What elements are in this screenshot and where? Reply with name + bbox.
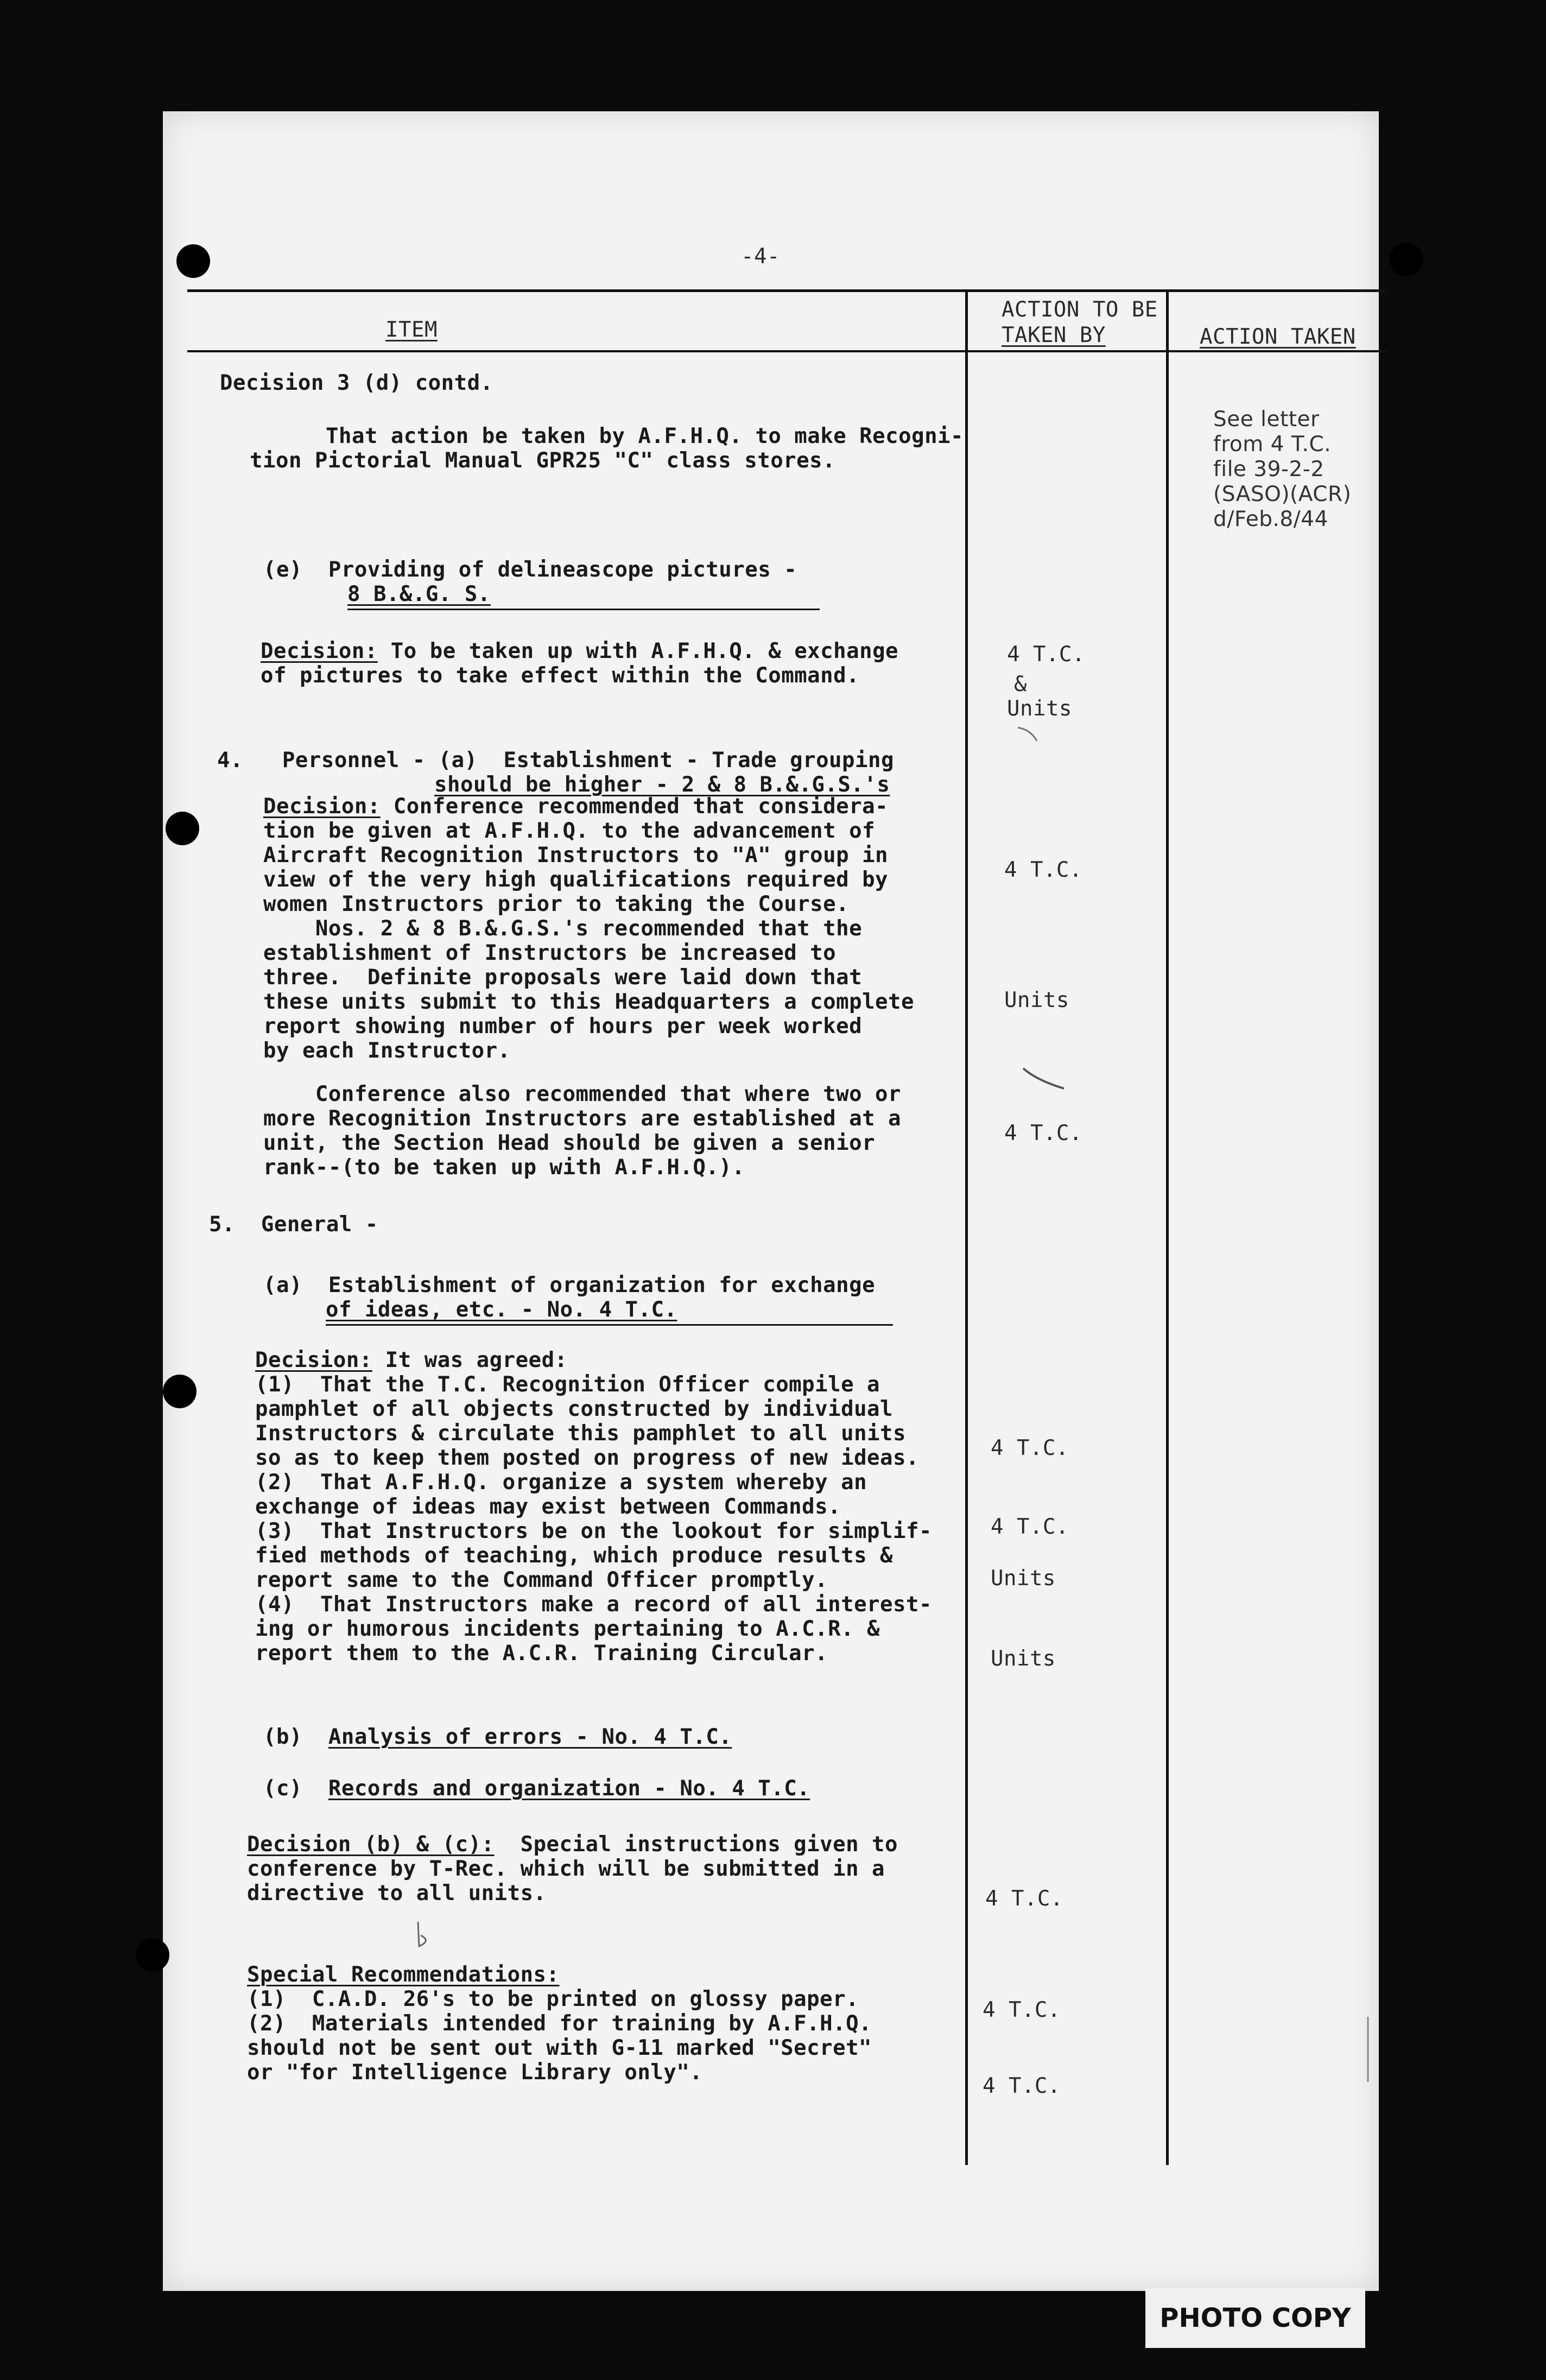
item-5-decision-intro: It was agreed: [372, 1348, 568, 1372]
item-5a-line-1: (a) Establishment of organization for exchange [263, 1273, 876, 1297]
item-4-line-1: 4. Personnel - (a) Establishment - Trade grouping [217, 748, 894, 773]
item-5-line: pamphlet of all objects constructed by individual [255, 1397, 894, 1421]
item-4-line: tion be given at A.F.H.Q. to the advancement of [263, 819, 876, 843]
action-taken-note-5: d/Feb.8/44 [1213, 507, 1328, 531]
photocopy-stamp: PHOTO COPY [1145, 2288, 1365, 2348]
special-line-4: or "for Intelligence Library only". [247, 2060, 703, 2085]
item-5-decision-label: Decision: [255, 1348, 372, 1372]
item-5b-text: Analysis of errors - No. 4 T.C. [328, 1725, 732, 1749]
punch-hole-2 [163, 1375, 197, 1408]
item-4-line: Conference also recommended that where two or [263, 1082, 902, 1106]
item-4-line: unit, the Section Head should be given a senior [263, 1131, 876, 1155]
punch-hole-1 [166, 812, 199, 845]
item-4-line: by each Instructor. [263, 1039, 511, 1063]
item-e-line-1: (e) Providing of delineascope pictures - [263, 558, 797, 582]
item-5bc-line-3: directive to all units. [247, 1881, 547, 1906]
item-e-underline [347, 609, 820, 610]
item-5-action-2: 4 T.C. [991, 1515, 1069, 1539]
item-5-action-1: 4 T.C. [991, 1436, 1069, 1460]
item-5-line: Instructors & circulate this pamphlet to all units [255, 1421, 906, 1446]
item-5-heading: 5. General - [209, 1212, 378, 1237]
item-e-decision-2: of pictures to take effect within the Command. [261, 663, 860, 688]
item-4-line: rank--(to be taken up with A.F.H.Q.). [263, 1155, 745, 1180]
special-line-2: (2) Materials intended for training by A.F.H.Q. [247, 2011, 872, 2036]
item-4-line: Conference recommended that considera- [380, 794, 889, 819]
item-5-line: so as to keep them posted on progress of new ideas. [255, 1446, 919, 1470]
item-4-decision-label [263, 794, 888, 819]
item-5c-prefix: (c) [263, 1776, 328, 1801]
item-4-line: more Recognition Instructors are established at a [263, 1106, 902, 1131]
item-4-action-1: 4 T.C. [1004, 858, 1082, 882]
item-4-line: view of the very high qualifications required by [263, 868, 889, 892]
item-5-action-3: Units [991, 1566, 1056, 1591]
action-taken-note-1: See letter [1213, 407, 1320, 432]
item-5c [263, 1776, 810, 1801]
item-4-line: women Instructors prior to taking the Course. [263, 892, 850, 916]
header-action-to-be: ACTION TO BE [1002, 298, 1158, 322]
item-4-action-2: Units [1004, 988, 1069, 1012]
item-e-action-2: & [1014, 672, 1027, 697]
item-e-decision-label: Decision: [261, 639, 378, 663]
pencil-mark [413, 1919, 440, 1952]
action-taken-note-3: file 39-2-2 [1213, 457, 1325, 482]
header-top-rule [187, 289, 1387, 292]
special-action-1: 4 T.C. [983, 1998, 1061, 2022]
item-e-line-2: 8 B.&.G. S. [347, 582, 491, 606]
item-5bc-decision [247, 1832, 898, 1857]
special-line-3: should not be sent out with G-11 marked "Secret" [247, 2036, 872, 2060]
item-4-line: these units submit to this Headquarters a complete [263, 990, 914, 1014]
item-5-action-4: Units [991, 1647, 1056, 1671]
item-e-action-3: Units [1007, 697, 1072, 721]
item-5-line: ing or humorous incidents pertaining to A.C.R. & [255, 1617, 880, 1641]
item-5bc-line-2: conference by T-Rec. which will be submitted in a [247, 1857, 885, 1881]
item-4-action-3: 4 T.C. [1004, 1121, 1082, 1145]
item-5-line: (2) That A.F.H.Q. organize a system whereby an [255, 1470, 867, 1495]
special-action-2: 4 T.C. [983, 2074, 1061, 2098]
item-5-line: fied methods of teaching, which produce results & [255, 1543, 894, 1568]
item-4-line: report showing number of hours per week worked [263, 1014, 863, 1039]
header-action-taken: ACTION TAKEN [1200, 325, 1356, 349]
item-5-line: report same to the Command Officer promptly. [255, 1568, 828, 1592]
punch-hole-top-right [1390, 243, 1423, 276]
decision-3d-body-2: tion Pictorial Manual GPR25 "C" class stores. [250, 448, 836, 473]
item-5-decision [255, 1348, 568, 1372]
item-5b [263, 1725, 732, 1749]
item-5bc-action: 4 T.C. [985, 1887, 1063, 1911]
item-5bc-label: Decision (b) & (c): [247, 1832, 495, 1857]
item-5a-line-2: of ideas, etc. - No. 4 T.C. [326, 1297, 677, 1322]
item-5bc-line-1: Special instructions given to [494, 1832, 898, 1857]
item-e-decision-1 [261, 639, 898, 663]
item-4-line: Aircraft Recognition Instructors to "A" group in [263, 843, 889, 868]
header-bottom-rule [187, 350, 1387, 352]
decision-3d-body-1: That action be taken by A.F.H.Q. to make Recogni- [326, 424, 964, 448]
item-e-decision-text: To be taken up with A.F.H.Q. & exchange [377, 639, 899, 663]
pencil-mark [1021, 1064, 1069, 1097]
special-line-1: (1) C.A.D. 26's to be printed on glossy paper. [247, 1987, 859, 2011]
header-taken-by: TAKEN BY [1002, 323, 1106, 347]
punch-hole-top-left [176, 244, 210, 278]
item-4-line: Nos. 2 & 8 B.&.G.S.'s recommended that the [263, 916, 863, 941]
item-5-line: (3) That Instructors be on the lookout for simplif- [255, 1519, 932, 1543]
item-5-line: (4) That Instructors make a record of all interest- [255, 1592, 932, 1617]
pencil-mark [1363, 2014, 1373, 2085]
item-5-line: (1) That the T.C. Recognition Officer compile a [255, 1372, 880, 1397]
item-5b-prefix: (b) [263, 1725, 328, 1749]
pencil-mark [1015, 722, 1048, 744]
action-taken-note-2: from 4 T.C. [1213, 432, 1332, 457]
column-divider-2 [1166, 289, 1169, 2165]
item-4-line-2: should be higher - 2 & 8 B.&.G.S.'s [434, 773, 890, 797]
page-number: -4- [741, 244, 780, 269]
item-5a-underline [326, 1324, 893, 1326]
decision-3d-heading: Decision 3 (d) contd. [220, 371, 493, 395]
column-divider-1 [965, 289, 968, 2165]
item-5-line: exchange of ideas may exist between Commands. [255, 1495, 841, 1519]
special-heading: Special Recommendations: [247, 1963, 560, 1987]
punch-hole-3 [136, 1938, 169, 1972]
item-5c-text: Records and organization - No. 4 T.C. [328, 1776, 810, 1801]
item-4-decision-label-text: Decision: [263, 794, 381, 819]
item-e-action-1: 4 T.C. [1007, 642, 1085, 667]
action-taken-note-4: (SASO)(ACR) [1213, 482, 1352, 507]
header-item: ITEM [385, 318, 438, 342]
item-4-line: three. Definite proposals were laid down that [263, 965, 863, 990]
item-5-line: report them to the A.C.R. Training Circular. [255, 1641, 828, 1666]
item-4-line: establishment of Instructors be increased to [263, 941, 837, 965]
